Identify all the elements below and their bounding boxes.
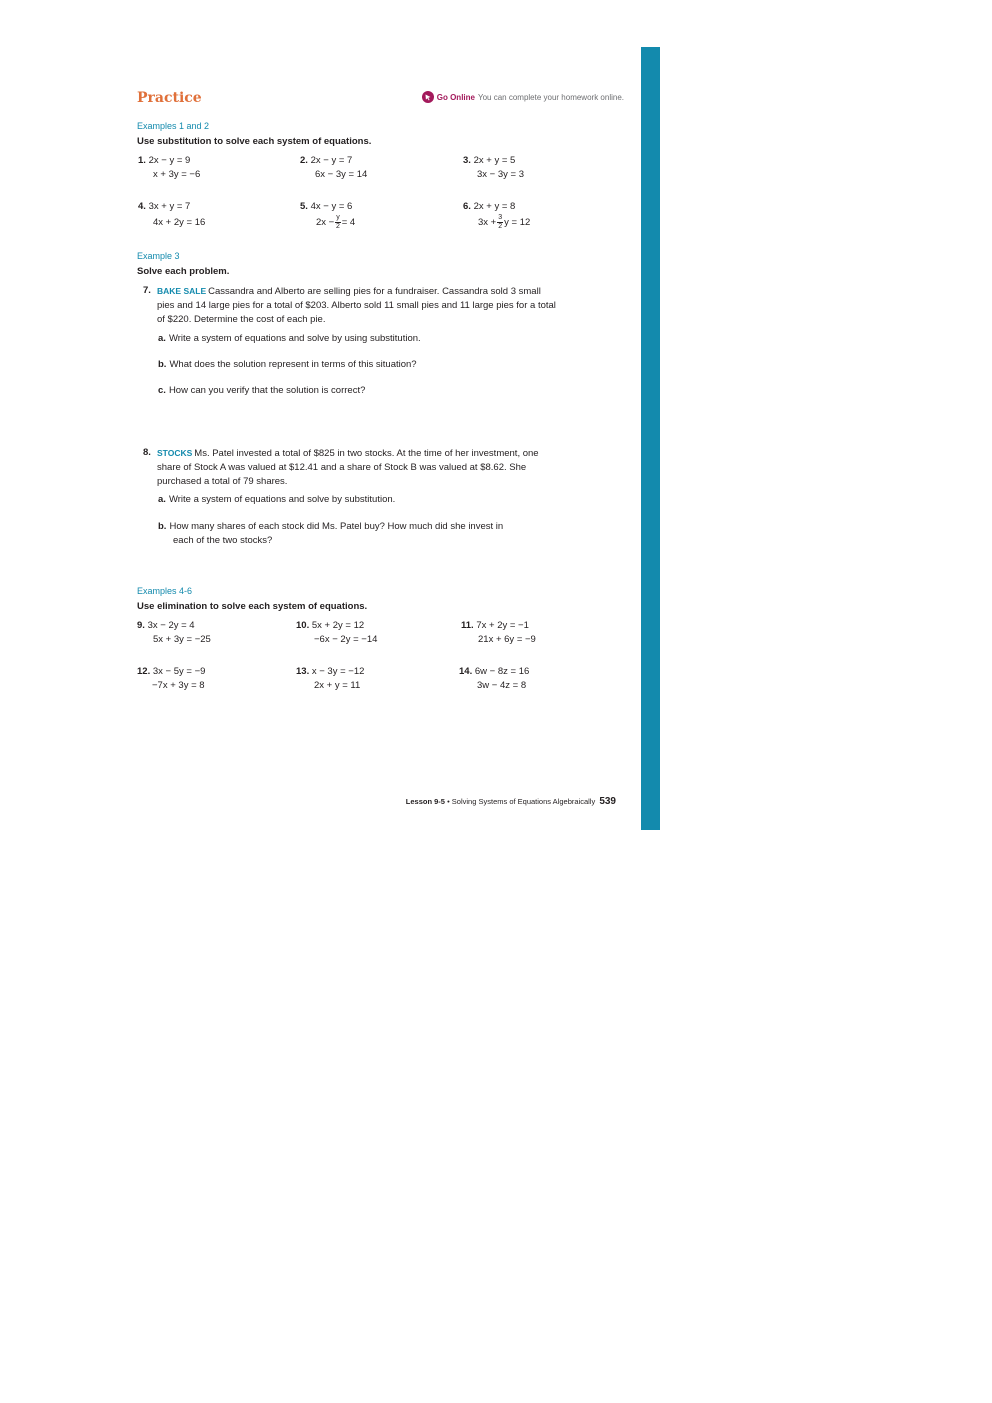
exercise-11	[461, 619, 536, 647]
go-online-text: You can complete your homework online.	[477, 92, 624, 102]
equation-b	[300, 214, 355, 231]
problem-7c	[158, 384, 558, 398]
part-text: Write a system of equations and solve by using substitution.	[168, 333, 421, 344]
go-online-banner	[422, 91, 624, 103]
fraction-numerator: y	[336, 214, 340, 221]
fraction-denominator: 2	[336, 223, 340, 230]
exercise-5	[300, 200, 355, 231]
page-title: Practice	[137, 90, 202, 106]
problem-8a	[158, 493, 558, 507]
exercise-number: 11.	[461, 620, 474, 631]
equation-b-right: y = 12	[504, 217, 531, 229]
fraction-numerator: 3	[498, 214, 503, 221]
go-online-icon	[422, 91, 434, 103]
equation-a: 6w − 8z = 16	[474, 666, 530, 677]
section-label-examples-1-2: Examples 1 and 2	[137, 121, 210, 131]
equation-b: 3x − 3y = 3	[477, 169, 525, 180]
part-letter: c.	[158, 385, 166, 396]
exercise-3	[463, 154, 524, 182]
equation-a: 2x − y = 9	[148, 155, 191, 166]
equation-a: 3x + y = 7	[148, 201, 191, 212]
problem-text: Ms. Patel invested a total of $825 in two stocks. At the time of her investment, one share of Stock A was valued at $12.41 and a share of Stock B was valued at $8.62. She purchased a total of 79 shares.	[157, 448, 539, 487]
problem-7	[143, 284, 557, 327]
exercise-1	[138, 154, 200, 182]
equation-a: 5x + 2y = 12	[311, 620, 365, 631]
exercise-6	[463, 200, 530, 231]
exercise-number: 10.	[296, 620, 310, 631]
part-text: Write a system of equations and solve by substitution.	[168, 494, 396, 505]
problem-tag: BAKE SALE	[157, 286, 207, 296]
equation-a: 3x − 2y = 4	[147, 620, 195, 631]
equation-a: 3x − 5y = −9	[152, 666, 206, 677]
equation-b	[463, 214, 530, 231]
part-letter: b.	[158, 359, 167, 370]
equation-b-right: = 4	[341, 217, 356, 229]
equation-b: 4x + 2y = 16	[153, 217, 206, 228]
exercise-number: 9.	[137, 620, 145, 631]
part-text: What does the solution represent in terms of this situation?	[169, 359, 417, 370]
exercise-12	[137, 665, 205, 693]
equation-b: 3w − 4z = 8	[477, 680, 527, 691]
fraction	[497, 214, 503, 231]
problem-text: Cassandra and Alberto are selling pies for a fundraiser. Cassandra sold 3 small pies and 14 large pies for a total of $203. Alberto sold 11 small pies and 11 large pies for a total of $220. Determine the cost of each pie.	[157, 286, 556, 325]
exercise-number: 13.	[296, 666, 310, 677]
exercise-number: 12.	[137, 666, 151, 677]
equation-b: 2x + y = 11	[314, 680, 361, 691]
equation-b: 21x + 6y = −9	[478, 634, 536, 645]
equation-a: 2x − y = 7	[310, 155, 353, 166]
problem-7a	[158, 332, 558, 346]
instruction-solve-problem: Solve each problem.	[137, 266, 230, 277]
exercise-number: 14.	[459, 666, 473, 677]
exercise-14	[459, 665, 529, 693]
part-letter: a.	[158, 333, 166, 344]
equation-b: −6x − 2y = −14	[314, 634, 378, 645]
fraction	[335, 214, 341, 231]
exercise-4	[138, 200, 205, 230]
problem-number: 7.	[143, 285, 151, 296]
equation-b-left: 3x +	[478, 217, 497, 229]
exercise-13	[296, 665, 364, 693]
equation-b: 6x − 3y = 14	[315, 169, 368, 180]
equation-a: x − 3y = −12	[311, 666, 365, 677]
equation-a: 4x − y = 6	[310, 201, 353, 212]
section-label-examples-4-6: Examples 4-6	[137, 586, 193, 596]
exercise-number: 3.	[463, 155, 471, 166]
equation-a: 2x + y = 5	[473, 155, 516, 166]
exercise-number: 5.	[300, 201, 308, 212]
problem-8	[143, 446, 557, 489]
problem-tag: STOCKS	[157, 448, 193, 458]
go-online-label[interactable]: Go Online	[436, 92, 475, 102]
part-text: How many shares of each stock did Ms. Patel buy? How much did she invest in	[169, 521, 504, 532]
part-text-continued: each of the two stocks?	[173, 535, 273, 546]
part-text: How can you verify that the solution is correct?	[168, 385, 366, 396]
footer-lesson: Lesson 9-5	[405, 797, 445, 806]
instruction-elimination: Use elimination to solve each system of equations.	[137, 601, 368, 612]
equation-b-left: 2x −	[316, 217, 335, 229]
equation-a: 7x + 2y = −1	[476, 620, 529, 631]
equation-b: x + 3y = −6	[153, 169, 201, 180]
side-color-bar	[641, 47, 660, 830]
part-letter: b.	[158, 521, 167, 532]
problem-7b	[158, 358, 558, 372]
exercise-9	[137, 619, 211, 647]
equation-b: 5x + 3y = −25	[153, 634, 211, 645]
equation-a: 2x + y = 8	[473, 201, 516, 212]
exercise-number: 1.	[138, 155, 146, 166]
equation-b: −7x + 3y = 8	[152, 680, 205, 691]
exercise-number: 6.	[463, 201, 471, 212]
footer-bullet: •	[447, 797, 450, 806]
fraction-denominator: 2	[498, 223, 503, 230]
part-letter: a.	[158, 494, 166, 505]
problem-number: 8.	[143, 447, 151, 458]
exercise-number: 4.	[138, 201, 146, 212]
section-label-example-3: Example 3	[137, 251, 180, 261]
exercise-2	[300, 154, 367, 182]
page-number: 539	[599, 796, 616, 807]
exercise-10	[296, 619, 377, 647]
instruction-substitution: Use substitution to solve each system of equations.	[137, 136, 372, 147]
problem-8b	[158, 520, 558, 548]
exercise-number: 2.	[300, 155, 308, 166]
page-footer	[406, 796, 616, 807]
footer-title: Solving Systems of Equations Algebraically	[451, 797, 596, 806]
